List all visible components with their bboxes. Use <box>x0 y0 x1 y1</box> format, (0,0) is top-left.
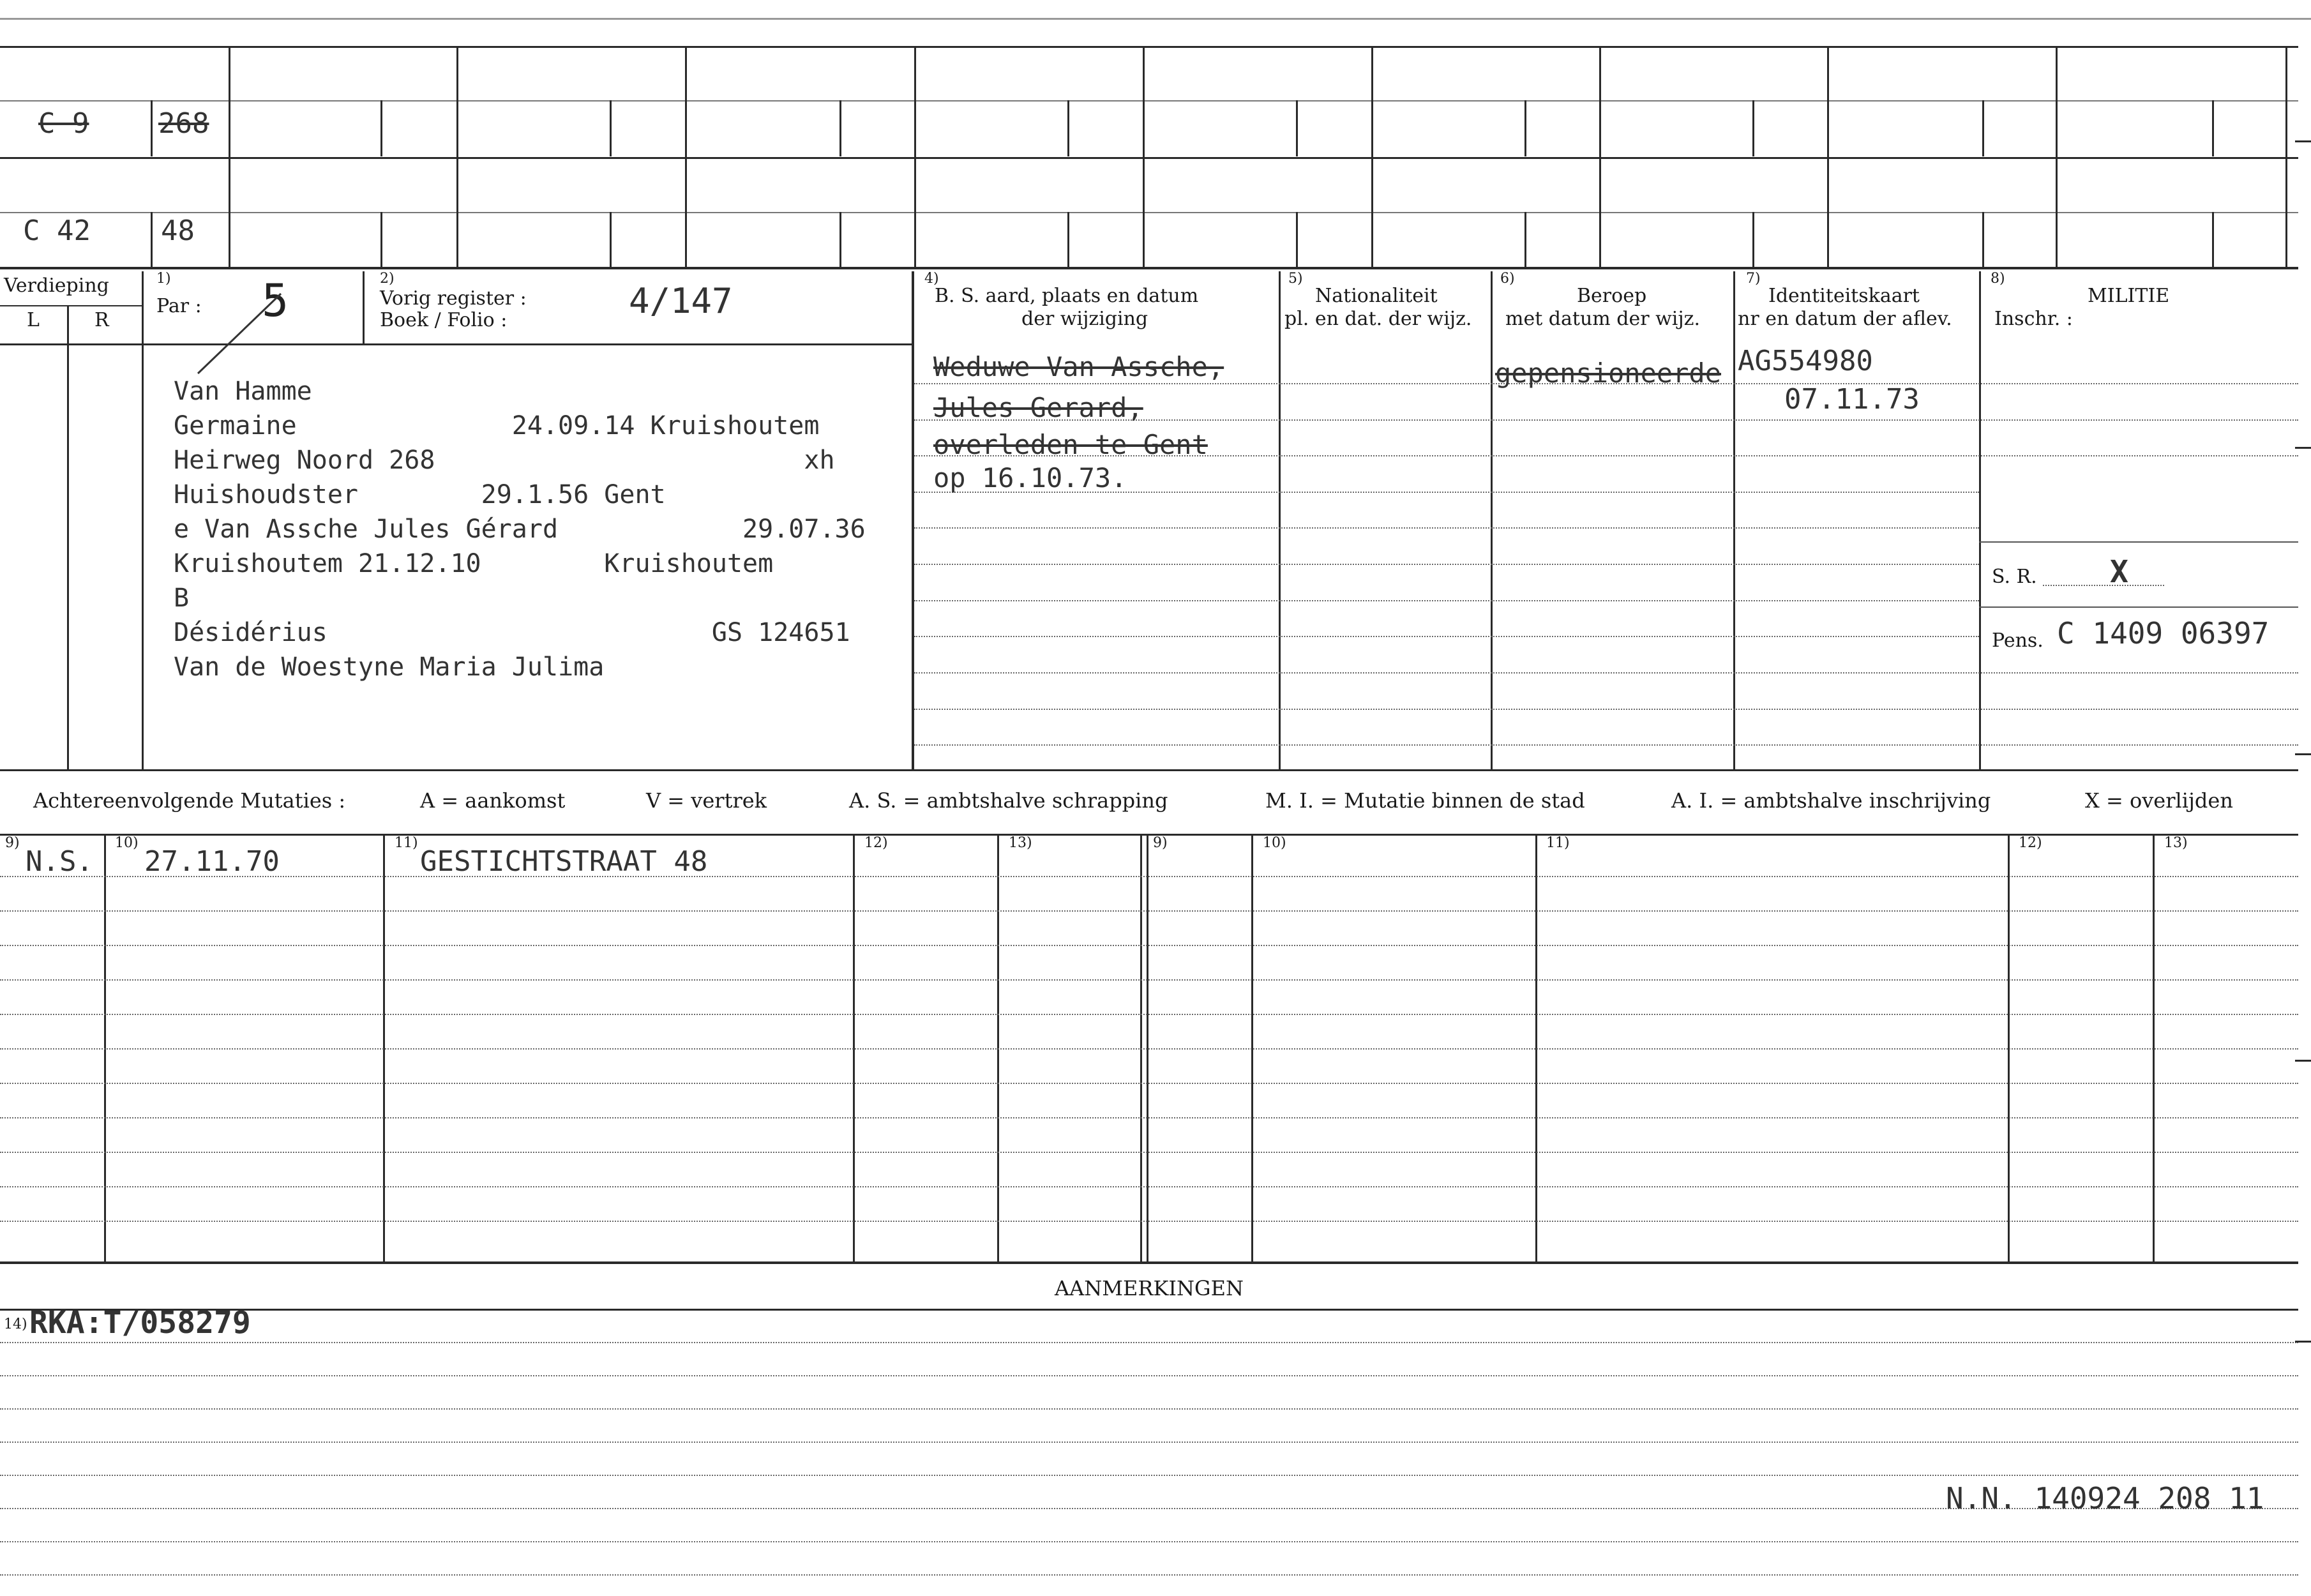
inschr-label: Inschr. : <box>1994 308 2073 330</box>
person-line-3: Heirweg Noord 268 xh <box>174 446 835 475</box>
remarks-num: 14) <box>4 1316 27 1332</box>
verdieping-l: L <box>27 309 40 331</box>
change-header: B. S. aard, plaats en datum <box>935 285 1199 307</box>
col-num-5: 5) <box>1288 271 1303 287</box>
profession-header-2: met datum der wijz. <box>1505 308 1700 330</box>
legend-title: Achtereenvolgende Mutaties : <box>33 788 346 813</box>
rka-number: RKA:T/058279 <box>29 1305 251 1341</box>
sr-label: S. R. <box>1992 566 2037 588</box>
id-date: 07.11.73 <box>1784 383 1920 416</box>
mut-col-num-10b: 10) <box>1263 835 1286 851</box>
mut-col-num-9b: 9) <box>1153 835 1168 851</box>
person-line-7: B <box>174 583 190 613</box>
pens-label: Pens. <box>1992 629 2044 652</box>
nationality-header-2: pl. en dat. der wijz. <box>1284 308 1472 330</box>
col-num-8: 8) <box>1991 271 2005 287</box>
legend-schrapping: A. S. = ambtshalve schrapping <box>849 788 1168 813</box>
col-num-6: 6) <box>1500 271 1515 287</box>
identity-header-2: nr en datum der aflev. <box>1738 308 1952 330</box>
col-num-1: 1) <box>156 271 171 287</box>
old-register-number: 268 <box>158 107 209 140</box>
change-line-2: Jules Gerard, <box>933 392 1143 423</box>
verdieping-label: Verdieping <box>4 275 109 297</box>
par-mark: 5 <box>262 275 289 327</box>
old-register-code: C 9 <box>38 107 89 140</box>
identity-header: Identiteitskaart <box>1768 285 1920 307</box>
id-number: AG554980 <box>1738 345 1873 377</box>
legend-inschrijving: A. I. = ambtshalve inschrijving <box>1671 788 1991 813</box>
change-line-4: op 16.10.73. <box>933 462 1127 493</box>
person-line-8: Désidérius GS 124651 <box>174 618 850 647</box>
change-header-2: der wijziging <box>1021 308 1148 330</box>
col-num-4: 4) <box>924 271 939 287</box>
register-code: C 42 <box>23 215 91 247</box>
profession-header: Beroep <box>1577 285 1647 307</box>
mutation-address: GESTICHTSTRAAT 48 <box>420 845 708 878</box>
verdieping-r: R <box>94 309 109 331</box>
sr-value: X <box>2110 554 2128 590</box>
par-label: Par : <box>156 295 202 317</box>
person-line-6: Kruishoutem 21.12.10 Kruishoutem <box>174 549 774 578</box>
mut-col-num-13b: 13) <box>2164 835 2188 851</box>
person-line-9: Van de Woestyne Maria Julima <box>174 652 605 682</box>
mut-col-num-11b: 11) <box>1546 835 1570 851</box>
register-number: 48 <box>161 215 195 247</box>
profession-value: gepensioneerde <box>1495 358 1722 389</box>
person-line-4: Huishoudster 29.1.56 Gent <box>174 480 666 509</box>
legend-mutatie: M. I. = Mutatie binnen de stad <box>1265 788 1585 813</box>
mutation-ns: N.S. <box>26 845 93 878</box>
nn-number: N.N. 140924 208 11 <box>1946 1481 2264 1516</box>
par-stroke <box>185 287 294 377</box>
mut-col-num-9: 9) <box>5 835 20 851</box>
mut-col-num-11: 11) <box>395 835 418 851</box>
change-line-3: overleden te Gent <box>933 429 1208 460</box>
mutation-date: 27.11.70 <box>144 845 280 878</box>
person-line-5: e Van Assche Jules Gérard 29.07.36 <box>174 515 866 544</box>
legend-aankomst: A = aankomst <box>420 788 566 813</box>
remarks-title: AANMERKINGEN <box>1055 1276 1244 1300</box>
pens-value: C 1409 06397 <box>2057 616 2270 651</box>
mut-col-num-12b: 12) <box>2019 835 2042 851</box>
mut-col-num-12: 12) <box>864 835 888 851</box>
legend-overlijden: X = overlijden <box>2085 788 2233 813</box>
change-line-1: Weduwe Van Assche, <box>933 351 1224 382</box>
col-num-2: 2) <box>380 271 395 287</box>
person-line-2: Germaine 24.09.14 Kruishoutem <box>174 411 820 440</box>
vorig-register-label: Vorig register : <box>380 287 527 310</box>
militie-header: MILITIE <box>2088 285 2170 307</box>
col-num-7: 7) <box>1746 271 1761 287</box>
nationality-header: Nationaliteit <box>1315 285 1438 307</box>
mut-col-num-10: 10) <box>115 835 139 851</box>
register-value: 4/147 <box>629 281 733 321</box>
boek-folio-label: Boek / Folio : <box>380 309 508 331</box>
person-line-1: Van Hamme <box>174 377 312 406</box>
legend-vertrek: V = vertrek <box>646 788 767 813</box>
mut-col-num-13: 13) <box>1009 835 1032 851</box>
